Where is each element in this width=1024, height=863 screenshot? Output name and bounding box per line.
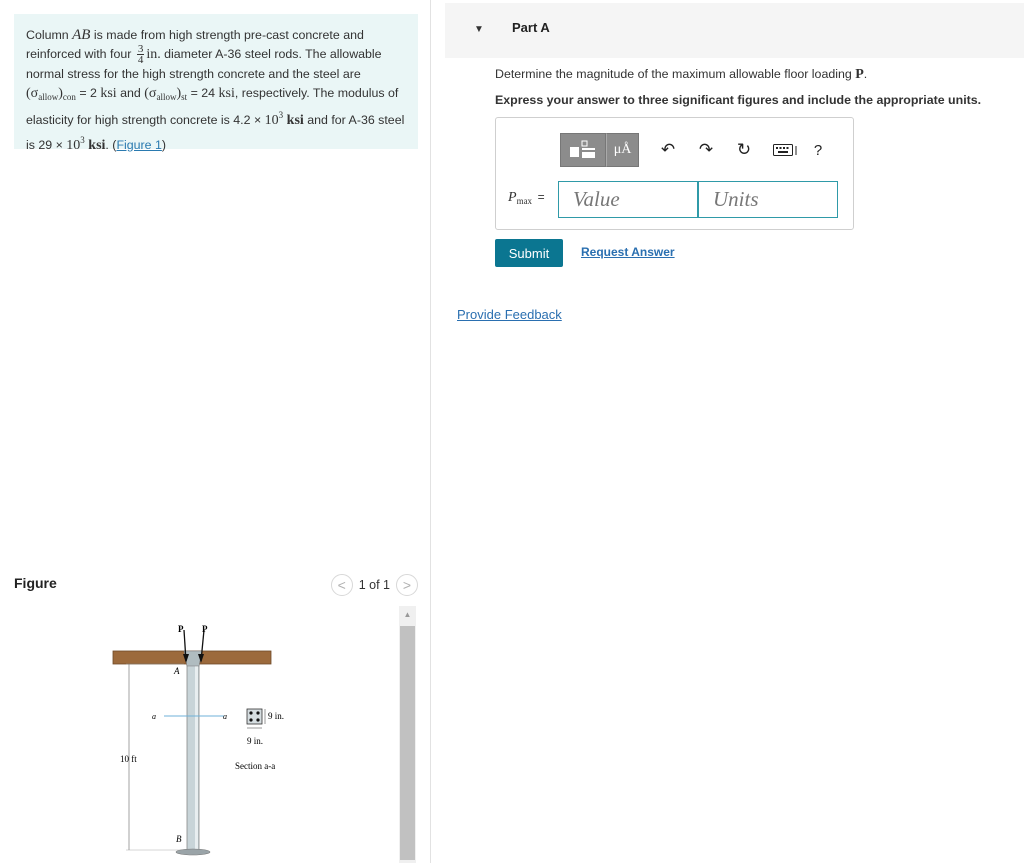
keyboard-button[interactable] [771,135,801,165]
sigma-sub2: con [62,91,76,102]
label-p2: P [202,624,208,634]
section-dim-bottom-label: 9 in. [247,736,264,746]
sigma-sub: allow [156,91,177,102]
problem-text: and for A-36 steel is 29 × [26,113,405,152]
answer-eq: = [537,190,545,204]
help-icon: ? [813,141,823,159]
section-dim-side-label: 9 in. [268,711,285,721]
part-title: Part A [512,20,550,35]
scroll-up-icon[interactable]: ▲ [403,610,412,619]
sigma-sub2: st [181,91,188,102]
redo-button[interactable] [691,135,721,165]
undo-icon: ↶ [660,140,676,159]
problem-text: . ( [105,137,117,152]
figure-header [14,574,418,596]
column-highlight [195,664,198,850]
figure-title: Figure [14,575,57,591]
request-answer-link[interactable]: Request Answer [581,245,675,259]
value-input[interactable] [558,181,698,218]
scroll-thumb[interactable] [400,626,415,860]
answer-instruction: Express your answer to three significant figures and include the appropriate units. [495,93,982,107]
figure-scrollbar[interactable] [399,606,416,863]
sigma-sub: allow [38,91,59,102]
label-b-point: B [176,834,182,844]
provide-feedback-link[interactable]: Provide Feedback [457,307,562,322]
unit-in: in. [146,47,161,63]
problem-text: , respectively. The modulus of elasticity for high strength concrete is 4.2 × [26,85,399,128]
unit-ksi: ksi [218,85,235,101]
paren: ) [176,85,182,101]
problem-text: ) [161,137,167,152]
section-square [247,709,262,724]
eq-text: = 2 [75,85,101,100]
help-button[interactable] [803,135,833,165]
figure-pager [331,574,418,596]
rod-2 [256,711,259,714]
reset-icon: ↻ [736,140,752,159]
templates-button[interactable] [560,133,606,167]
label-p1: P [178,624,184,634]
sigma-symbol: (σ [26,85,39,101]
column-diagram [14,606,399,863]
keyboard-icon [773,143,799,157]
toolbar-format-group [560,133,639,167]
paren: ) [58,85,63,101]
redo-icon: ↷ [698,140,714,159]
label-a-point: A [174,666,180,676]
rod-4 [256,718,259,721]
height-label: 10 ft [120,754,137,764]
math-toolbar [560,133,833,167]
right-panel [431,0,1024,863]
exp-base: 10 [66,137,81,153]
question-end: . [863,67,868,81]
prev-figure-button[interactable] [331,574,353,596]
figure-image [14,606,418,863]
label-a-left: a [152,712,156,721]
answer-var-sub: max [516,196,533,206]
question-body: Determine the magnitude of the maximum allowable floor loading [495,67,856,81]
eq-text: = 24 [187,85,219,100]
templates-icon [568,139,598,161]
problem-text: is made from high strength pre-cast concrete and reinforced with four [26,28,364,62]
units-button[interactable] [606,133,639,167]
undo-button[interactable] [653,135,683,165]
unit-ksi: ksi [283,113,304,129]
unit-ksi: ksi [100,85,117,101]
next-figure-button[interactable] [396,574,418,596]
frac-num: 3 [137,43,144,56]
problem-statement [14,14,418,153]
section-caption: Section a-a [235,761,276,771]
caret-down-icon[interactable]: ▼ [474,24,484,35]
problem-text: Column [26,28,73,42]
units-input[interactable] [698,181,838,218]
submit-button[interactable]: Submit [495,239,563,267]
answer-box [495,117,854,230]
sigma-symbol: (σ [144,85,157,101]
answer-var: P [508,190,517,205]
left-panel [0,0,430,863]
reset-button[interactable] [729,135,759,165]
unit-ksi: ksi [84,137,106,153]
rod-1 [249,711,252,714]
pager-count: 1 of 1 [358,578,390,592]
fraction-three-quarters [137,44,145,65]
question-text [495,67,867,83]
var-ab: AB [72,27,91,43]
and-text: and [116,85,145,100]
chevron-right-icon: > [402,577,412,593]
exp-power: 3 [278,110,284,121]
question-var-p: P [855,67,864,82]
exp-base: 10 [264,113,279,129]
rod-3 [249,718,252,721]
exp-power: 3 [80,134,85,145]
sigma-st [144,86,187,101]
label-a-right: a [223,712,227,721]
figure-link[interactable]: Figure 1 [116,137,162,152]
sigma-con [26,86,76,101]
chevron-left-icon: < [337,577,346,593]
part-header[interactable] [445,3,1024,58]
problem-text: diameter A-36 steel rods. The allowable normal stress for the high strength concrete and the steel are [26,47,382,82]
frac-den: 4 [137,54,144,67]
units-icon: μÅ [613,142,632,157]
answer-label [508,190,545,206]
